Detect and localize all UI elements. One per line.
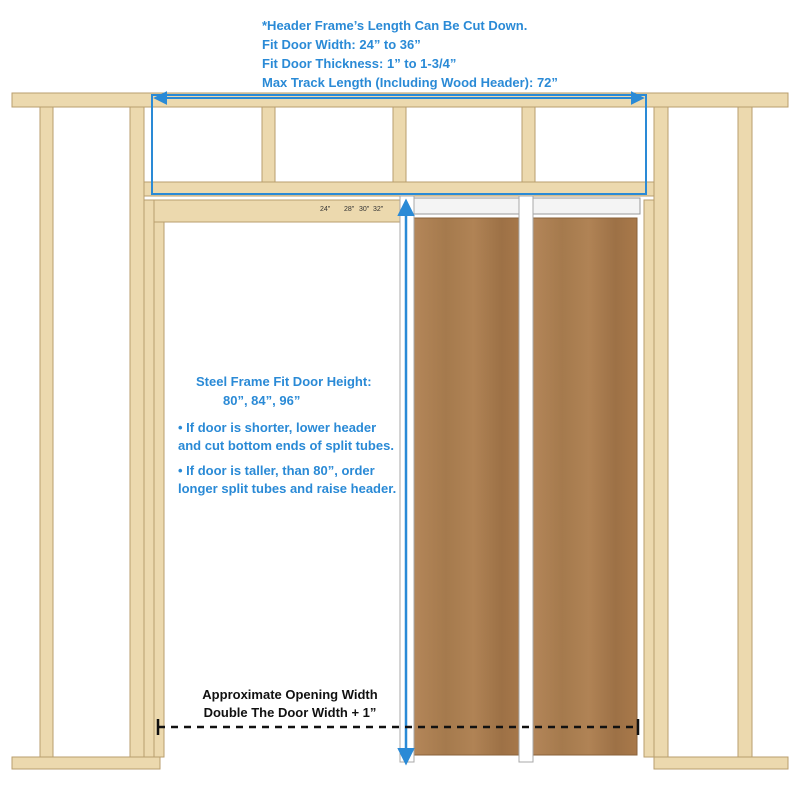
cripple-stud: [262, 107, 275, 182]
trimmer-left: [154, 222, 164, 757]
track-mark-32: 32": [373, 206, 384, 213]
height-note-values: 80”, 84”, 96”: [223, 393, 301, 408]
jamb-left: [144, 200, 154, 757]
stud-left-outer: [40, 107, 53, 757]
height-note-taller-2: longer split tubes and raise header.: [178, 481, 397, 496]
cripple-stud: [393, 107, 406, 182]
header-note-cut-down: *Header Frame’s Length Can Be Cut Down.: [262, 18, 528, 33]
height-note-shorter-1: • If door is shorter, lower header: [178, 420, 377, 435]
jamb-right: [644, 200, 654, 757]
stud-left-inner: [130, 107, 144, 757]
cripple-stud: [522, 107, 535, 182]
opening-note-line1: Approximate Opening Width: [202, 687, 378, 702]
height-note-shorter-2: and cut bottom ends of split tubes.: [178, 438, 394, 453]
bottom-plate-right: [654, 757, 788, 769]
height-note-title: Steel Frame Fit Door Height:: [196, 374, 372, 389]
header-note-door-thickness: Fit Door Thickness: 1” to 1-3/4”: [262, 56, 457, 71]
height-note-taller-1: • If door is taller, than 80”, order: [178, 463, 375, 478]
bottom-plate-left: [12, 757, 160, 769]
header-note-max-track: Max Track Length (Including Wood Header): 72”: [262, 75, 558, 90]
track-mark-24: 24": [320, 206, 331, 213]
stud-right-inner: [654, 107, 668, 757]
door-panel-left: [412, 218, 524, 755]
opening-note-line2: Double The Door Width + 1”: [203, 705, 377, 720]
stud-right-outer: [738, 107, 752, 757]
header-note-door-width: Fit Door Width: 24” to 36”: [262, 37, 421, 52]
track-mark-28: 28": [344, 206, 355, 213]
split-tube-middle: [519, 196, 533, 762]
door-panel-right: [530, 218, 637, 755]
track-mark-30: 30": [359, 206, 370, 213]
